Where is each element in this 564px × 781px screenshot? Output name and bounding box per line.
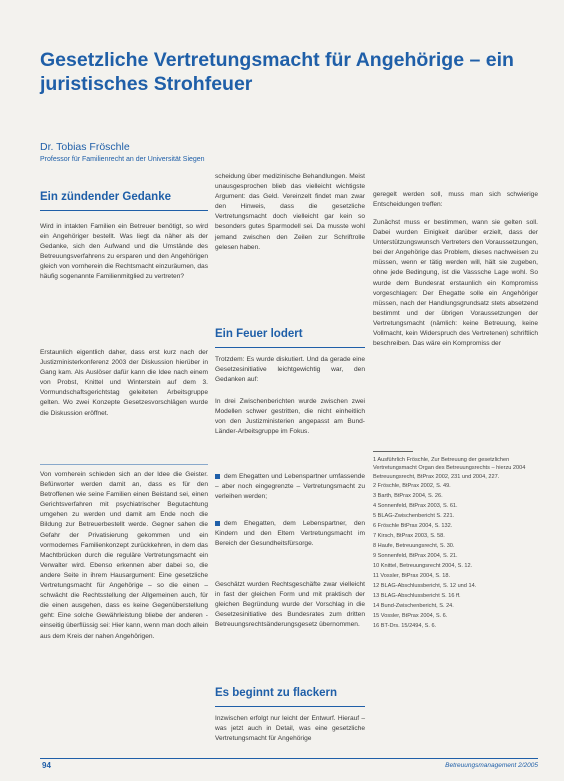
footnote-item	[373, 602, 538, 610]
bullet-text-1: dem Ehegatten und Lebenspartner umfassende – aber noch eingegrenzte – Vertretungsmacht zu verleihen werden;	[215, 473, 365, 501]
footnote-item	[373, 512, 538, 520]
footer-rule	[40, 758, 538, 759]
footnote-text: Sonnenfeld, BtPrax 2004, S. 21.	[377, 553, 458, 559]
footnote-text: Fröschle, BtPrax 2002, S. 49.	[377, 483, 451, 489]
footnote-text: Barth, BtPrax 2004, S. 26.	[377, 493, 443, 499]
page-number: 94	[42, 761, 51, 770]
footnote-text: Vossler, BtPrax 2004, S. 18.	[380, 573, 451, 579]
footnote-text: BT-Drs. 15/2494, S. 6.	[380, 623, 437, 629]
footnote-number: 14	[373, 603, 381, 609]
footnote-number: 7	[373, 533, 378, 539]
paragraph-3-1: geregelt werden soll, muss man sich schwierige Entscheidungen treffen:	[373, 191, 538, 209]
footnote-item	[373, 522, 538, 530]
footnote-number: 16	[373, 623, 381, 629]
paragraph-2-4: Geschätzt wurden Rechtsgeschäfte zwar vielleicht in fast der gleichen Form und mit praktisch der gleichen Begründung wurde der Vorschlag in die Gesetzesinitiative des Bundesrates zum dritten Betreuungsrechtsänderungsgesetz übernommen.	[215, 581, 365, 629]
bullet-square-icon	[215, 521, 220, 526]
bullet-square-icon	[215, 474, 220, 479]
footnote-text: BLAG-Abschlussbericht, S. 12 und 14.	[380, 583, 477, 589]
author-name: Dr. Tobias Fröschle	[40, 141, 130, 153]
footnote-text: Sonnenfeld, BtPrax 2003, S. 61.	[377, 503, 458, 509]
footnote-item	[373, 622, 538, 630]
footnote-text: Vossler, BtPrax 2004, S. 6.	[380, 613, 448, 619]
article-title: Gesetzliche Vertretungsmacht für Angehörige – ein juristisches Strohfeuer	[40, 49, 514, 95]
footnote-number: 3	[373, 493, 378, 499]
footnote-number: 2	[373, 483, 378, 489]
footnote-item	[373, 482, 538, 490]
footnote-number: 5	[373, 513, 378, 519]
footnote-text: Knittel, Betreuungsrecht 2004, S. 12.	[380, 563, 473, 569]
footnote-number: 11	[373, 573, 381, 579]
footnote-item	[373, 492, 538, 500]
footnote-item	[373, 552, 538, 560]
footnote-number: 10	[373, 563, 381, 569]
paragraph-2-1: scheidung über medizinische Behandlungen. Meist unausgesprochen blieb das vielleicht wichtigste Argument: das Geld. Vereinzelt findet man zwar den Hinweis, dass die gesetzliche Vertretungsmacht doch vielleicht gar kein so besonders gutes Sparmodell sei. Da musste wohl jemand zwischen den Zeilen zur Schriftrolle gelesen haben.	[215, 173, 365, 251]
section-rule-3	[215, 706, 365, 707]
paragraph-2-2: Trotzdem: Es wurde diskutiert. Und da gerade eine Gesetzesinitiative leichtgewichtig war, den Gedanken auf:	[215, 356, 365, 384]
footnote-number: 4	[373, 503, 378, 509]
section-rule-1	[40, 210, 208, 211]
paragraph-1-2: Erstaunlich eigentlich daher, dass erst kurz nach der Justizministerkonferenz 2003 der Diskussion hierüber in Gang kam. Als Auslöser dafür kann die Idee nach einem von Probst, Knittel und Winterstein auf dem 3. Vormundschaftsgerichtstag geleiteten Arbeitsgruppe gelten. Wo zwei Konzepte Gesetzesvorschlägen wurde die Diskussion eröffnet.	[40, 349, 208, 417]
bullet-item-1	[215, 472, 365, 502]
footnote-item	[373, 572, 538, 580]
footnote-number: 12	[373, 583, 381, 589]
footnote-separator	[373, 451, 413, 452]
paragraph-1-1: Wird in intakten Familien ein Betreuer benötigt, so wird ein Angehöriger bestellt. Was liegt da näher als der Gedanke, sich den Aufwand und die Umstände des Betreuungsverfahrens zu ersparen und den Angehörigen gleich von vornherein die Rechtsmacht einzuräumen, das häufig sogenannte Familienmitglied zu vertreten?	[40, 223, 208, 281]
footnote-number: 8	[373, 543, 378, 549]
bullet-text-2: dem Ehegatten, dem Lebenspartner, den Kindern und den Eltern Vertretungsmacht im Bereich der Gesundheitsfürsorge.	[215, 520, 365, 548]
section-heading-3: Es beginnt zu flackern	[215, 687, 338, 699]
paragraph-2-3: In drei Zwischenberichten wurde zwischen zwei Modellen schwer gestritten, die nicht einheitlich von den Justizministerien angepasst am Bund-Länder-Arbeitsgruppe im Fokus.	[215, 398, 365, 436]
section-rule-2	[215, 347, 365, 348]
footnote-item	[373, 502, 538, 510]
footnote-number: 9	[373, 553, 378, 559]
paragraph-2-5: Inzwischen erfolgt nur leicht der Entwurf. Hierauf – was jetzt auch in Detail, was eine gesetzliche Vertretungsmacht für Angehörige	[215, 715, 365, 743]
footnote-item	[373, 612, 538, 620]
footnote-text: BLAG-Abschlussbericht S. 16 ff.	[380, 593, 461, 599]
footnote-item	[373, 532, 538, 540]
footnote-text: Ausführlich Fröschle, Zur Betreuung der gesetzlichen Vertretungsmacht Organ des Betreuungsrechts – hierzu 2004 Betreuungsrecht, BtPrax 2002, 231 und 2004, 227.	[373, 457, 526, 480]
footnote-number: 6	[373, 523, 378, 529]
section-heading-2: Ein Feuer lodert	[215, 328, 303, 340]
footnote-text: BLAG-Zwischenbericht S. 221.	[377, 513, 455, 519]
author-affiliation: Professor für Familienrecht an der Universität Siegen	[40, 156, 205, 163]
section-heading-1: Ein zündender Gedanke	[40, 191, 171, 203]
footnote-item	[373, 562, 538, 570]
bullet-item-2	[215, 519, 365, 549]
footnote-text: Bund-Zwischenbericht, S. 24.	[380, 603, 454, 609]
footnote-number: 1	[373, 457, 378, 463]
footnote-text: Kirsch, BtPrax 2003, S. 58.	[377, 533, 445, 539]
footnote-item	[373, 582, 538, 590]
footnote-number: 13	[373, 593, 381, 599]
footnote-text: Fröschle BtPrax 2004, S. 132.	[377, 523, 453, 529]
paragraph-3-2: Zunächst muss er bestimmen, wann sie gelten soll. Dabei wurden Einigkeit darüber erzielt, dass der Unterstützungswunsch Vertreters den Voraussetzungen, bei der Angehörige das Problem, dieses nachweisen zu müssen, wenn er tätig werden will, hält sie zugeben, ohne jede Bedingung, ist die Vasssche Lage wohl. So wurde dem Bundesrat erstaunlich ein Kompromiss vorgeschlagen: Der Ehegatte solle ein Angehöriger müssen, nach der Handlungsgrundsatz stets absetzend bestimmt und der übrigen Voraussetzungen der Vertretungsmacht (nämlich: keine Betreuung, keine Vollmacht, kein Widerspruch des Vertretenen) schriftlich beschreiben. Das wäre ein Kompromiss der	[373, 219, 538, 348]
journal-name: Betreuungsmanagement 2/2005	[445, 762, 538, 769]
footnote-item	[373, 592, 538, 600]
footnote-text: Haufe, Betreuungsrecht, S. 30.	[377, 543, 455, 549]
paragraph-1-3: Von vornherein schieden sich an der Idee die Geister. Befürworter werden damit an, dass es für den Betroffenen wie seine Familien einen Beistand sei, einen Gerichtsverfahren mit psychiatrischer Begutachtung umgehen zu werden und damit am Ende noch die Bildung zur Betreuerbestellt werde. Gegner sahen die Gefahr der Privatisierung gekommen und ein vormodernes Familienkonzept zurückkehren, in dem das Machtbrücken durch die reguläre Vertretungsmacht ein Verwalter wird. Ebenso erkennen aber dabei so, die andere Seite in ihrem Hausargument: Eine gesetzliche Vertretungsmacht für Angehörige – so die einen – schwächt die Rechtsstellung der Allgemeinen auch, für die einen ausgehen, dass es keine Gegenüberstellung geht: Eine solche Gewährleistung bliebe der anderen - einseitig überflüssig sei: Hier kann, wenn man doch allein aus dem Kreis der nahen Angehörigen.	[40, 471, 208, 640]
footnote-number: 15	[373, 613, 381, 619]
paragraph-rule	[40, 464, 208, 465]
footnote-item	[373, 542, 538, 550]
footnote-item	[373, 456, 538, 481]
